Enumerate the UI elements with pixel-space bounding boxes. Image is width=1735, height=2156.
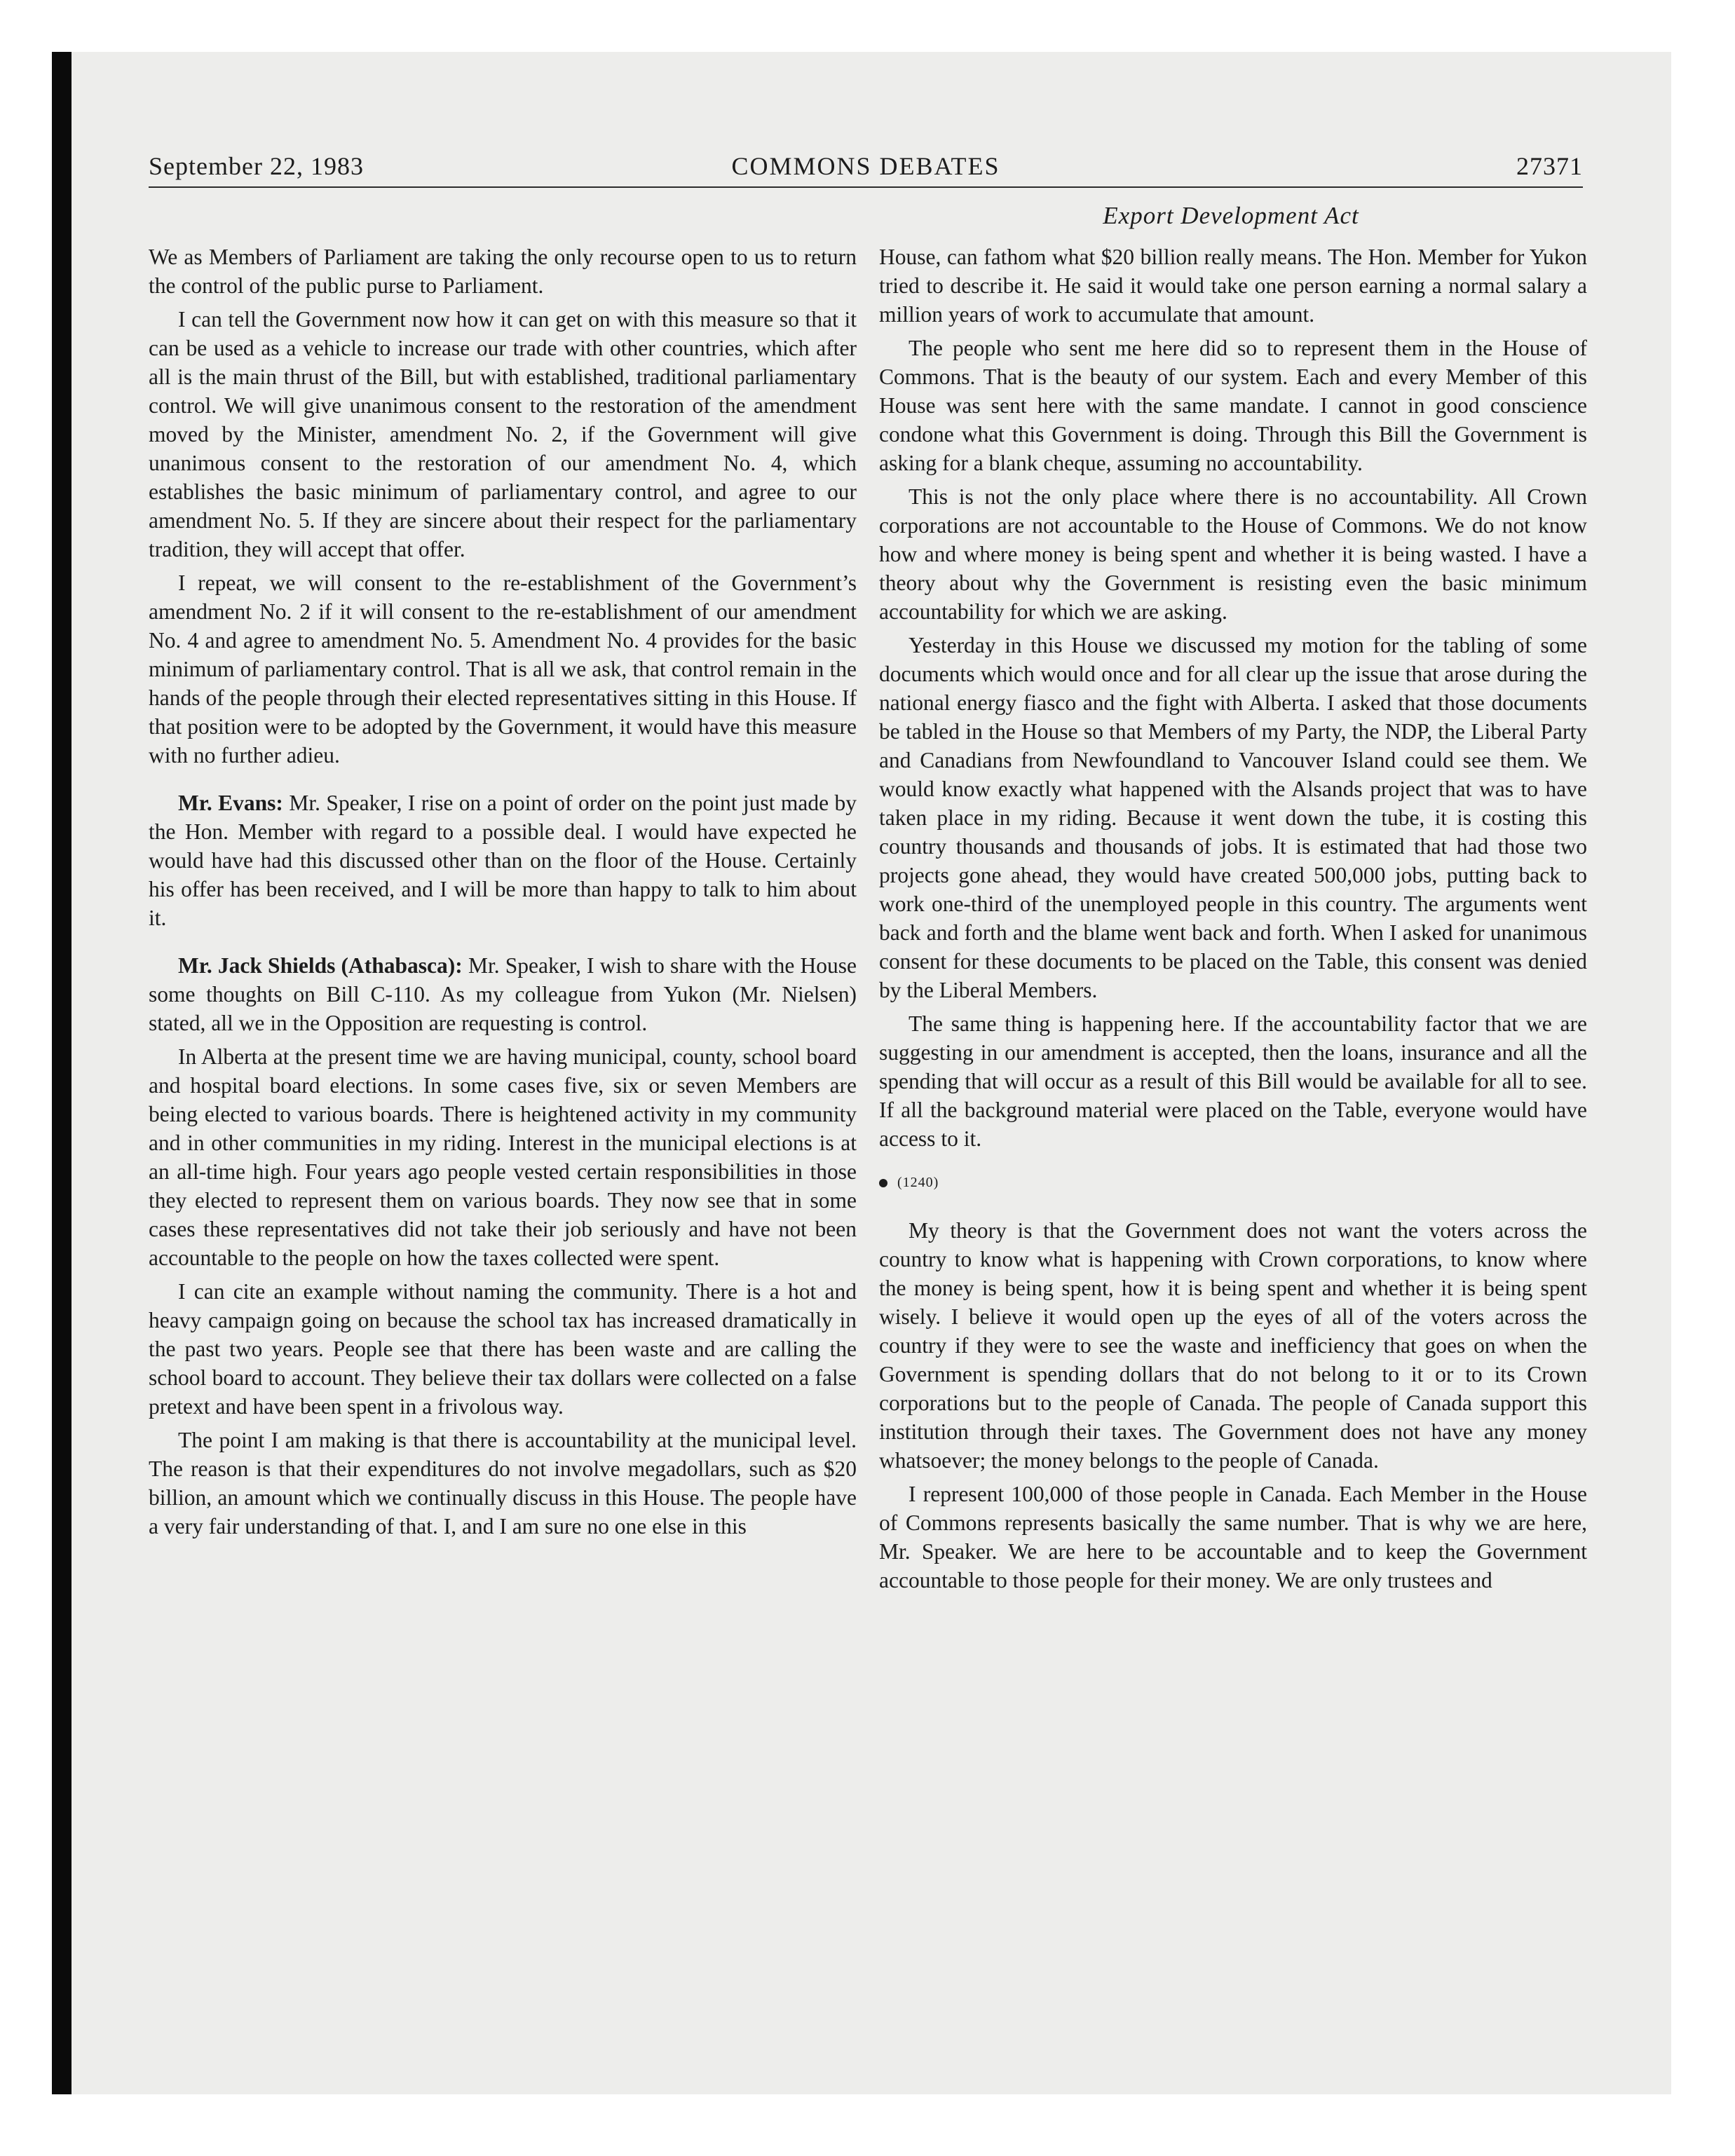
speaker-name-shields: Mr. Jack Shields (Athabasca): (178, 953, 463, 978)
time-marker-text: (1240) (897, 1175, 939, 1190)
right-paragraph-6: My theory is that the Government does not want the voters across the country to know what is happening with Crown corporations, to know where the money is being spent, how it is being spent and whether it is being spent wisely. I believe it would open up the eyes of all of the voters across the country if they were to see the waste and inefficiency that goes on when the Government is spending dollars that do not belong to it or to its Crown corporations but to the people of Canada. The people of Canada support this institution through their taxes. The Government does not have any money whatsoever; the money belongs to the people of Canada. (879, 1218, 1587, 1473)
left-paragraph-1: We as Members of Parliament are taking the only recourse open to us to return the control of the public purse to Parliament. (149, 245, 857, 298)
right-paragraph-2: The people who sent me here did so to represent them in the House of Commons. That is the beauty of our system. Each and every Member of this House was sent here with the same mandate. I cannot in good conscience condone what this Government is doing. Through this Bill the Government is asking for a blank cheque, assuming no accountability. (879, 336, 1587, 475)
left-column (149, 243, 857, 1546)
left-paragraph-4: In Alberta at the present time we are having municipal, county, school board and hospital board elections. In some cases five, six or seven Members are being elected to various boards. There is heightened activity in my community and in other communities in my riding. Interest in the municipal elections is at an all-time high. Four years ago people vested certain responsibilities in those they elected to represent them on various boards. They now see that in some cases these representatives did not take their job seriously and have not been accountable to the people on how the taxes collected were spent. (149, 1044, 857, 1270)
left-paragraph-6: The point I am making is that there is accountability at the municipal level. The reason is that their expenditures do not involve megadollars, such as $20 billion, an amount which we continually discuss in this House. The people have a very fair understanding of that. I, and I am sure no one else in this (149, 1428, 857, 1538)
running-head (149, 151, 1583, 186)
header-rule (149, 186, 1583, 188)
right-paragraph-4: Yesterday in this House we discussed my motion for the tabling of some documents which would once and for all clear up the issue that arose during the national energy fiasco and the fight with Alberta. I asked that those documents be tabled in the House so that Members of my Party, the NDP, the Liberal Party and Canadians from Newfoundland to Vancouver Island could see them. We would know exactly what happened with the Alsands project that was to have taken place in my riding. Because it went down the tube, it is costing this country thousands and thousands of jobs. It is estimated that had those two projects gone ahead, they would have created 500,000 jobs, putting back to work one-third of the unemployed people in this country. The arguments went back and forth and the blame went back and forth. When I asked for unanimous consent for these documents to be placed on the Table, this consent was denied by the Liberal Members. (879, 633, 1587, 1002)
left-paragraph-2: I can tell the Government now how it can get on with this measure so that it can be used as a vehicle to increase our trade with other countries, which after all is the main thrust of the Bill, but with established, traditional parliamentary control. We will give unanimous consent to the restoration of the amendment moved by the Minister, amendment No. 2, if the Government will give unanimous consent to the restoration of our amendment No. 4, which establishes the basic minimum of parliamentary control, and agree to our amendment No. 5. If they are sincere about their respect for the parliamentary tradition, they will accept that offer. (149, 307, 857, 561)
speech-evans (149, 789, 857, 932)
header-date: September 22, 1983 (149, 152, 364, 180)
section-title: Export Development Act (1103, 202, 1359, 229)
scan-binding-edge (52, 52, 72, 2094)
right-column (879, 243, 1587, 1599)
left-paragraph-3: I repeat, we will consent to the re-establishment of the Government’s amendment No. 2 if it will consent to the re-establishment of our amendment No. 4 and agree to amendment No. 5. Amendment No. 4 provides for the basic minimum of parliamentary control. That is all we ask, that control remain in the hands of the people through their elected representatives sitting in this House. If that position were to be adopted by the Government, it would have this measure with no further adieu. (149, 571, 857, 767)
speech-text-evans: Mr. Speaker, I rise on a point of order on the point just made by the Hon. Member with regard to a possible deal. I would have expected he would have had this discussed other than on the floor of the House. Certainly his offer has been received, and I will be more than happy to talk to him about it. (149, 791, 857, 930)
header-page-number: 27371 (1516, 152, 1583, 180)
right-paragraph-3: This is not the only place where there is no accountability. All Crown corporations are not accountable to the House of Commons. We do not know how and where money is being spent and whether it is being wasted. I have a theory about why the Government is resisting even the basic minimum accountability for which we are asking. (879, 484, 1587, 624)
time-marker (879, 1174, 1587, 1191)
speech-text-shields: Mr. Speaker, I wish to share with the House some thoughts on Bill C-110. As my colleague from Yukon (Mr. Nielsen) stated, all we in the Opposition are requesting is control. (149, 953, 857, 1035)
bullet-icon (879, 1179, 887, 1187)
right-paragraph-1: House, can fathom what $20 billion really means. The Hon. Member for Yukon tried to describe it. He said it would take one person earning a normal salary a million years of work to accumulate that amount. (879, 245, 1587, 327)
speaker-name-evans: Mr. Evans: (178, 791, 283, 815)
speech-shields (149, 951, 857, 1037)
left-paragraph-5: I can cite an example without naming the community. There is a hot and heavy campaign going on because the school tax has increased dramatically in the past two years. People see that there has been waste and are calling the school board to account. They believe their tax dollars were collected on a false pretext and have been spent in a frivolous way. (149, 1279, 857, 1419)
right-paragraph-5: The same thing is happening here. If the accountability factor that we are suggesting in our amendment is accepted, then the loans, insurance and all the spending that will occur as a result of this Bill would be available for all to see. If all the background material were placed on the Table, everyone would have access to it. (879, 1011, 1587, 1151)
header-publication: COMMONS DEBATES (731, 152, 1000, 180)
right-paragraph-7: I represent 100,000 of those people in Canada. Each Member in the House of Commons represents basically the same number. That is why we are here, Mr. Speaker. We are here to be accountable and to keep the Government accountable to those people for their money. We are only trustees and (879, 1482, 1587, 1592)
